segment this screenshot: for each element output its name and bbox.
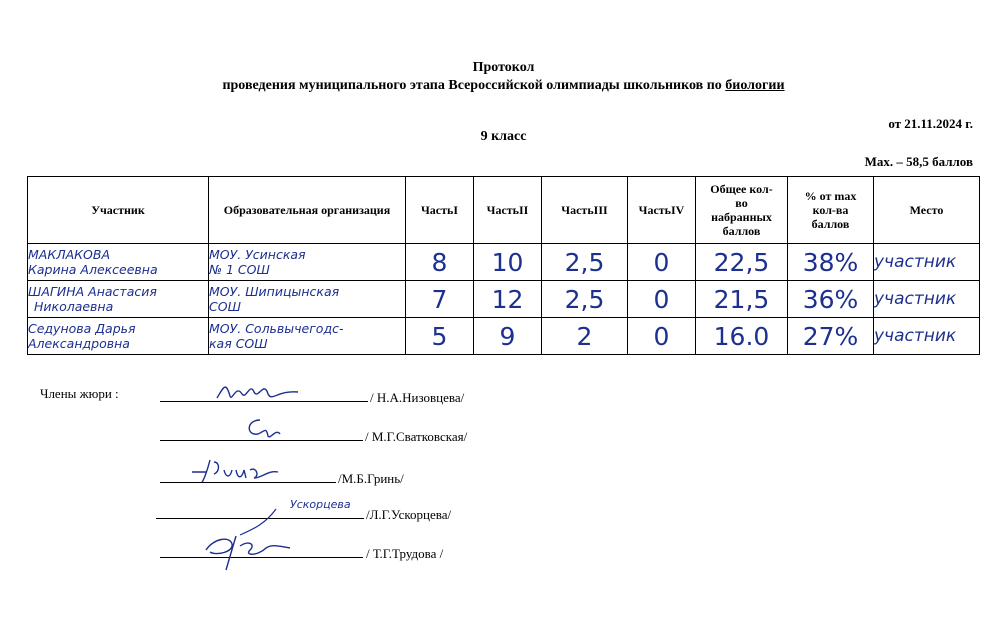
col-header-percent: % от max кол-ва баллов [788, 177, 874, 244]
subject-name: биологии [725, 78, 785, 93]
results-table [27, 176, 980, 355]
jury-label: Члены жюри : [40, 386, 119, 401]
subtitle-prefix: проведения муниципального этапа Всероссийской олимпиады школьников по [222, 78, 726, 93]
col-header-participant: Участник [28, 177, 209, 244]
jury-member-1: / Н.А.Низовцева/ [370, 390, 465, 405]
handwritten-signature [196, 526, 296, 576]
organization-cell [209, 318, 406, 355]
col-header-total: Общее кол-во набранных баллов [696, 177, 788, 244]
part3-score: 2,5 [542, 281, 628, 318]
organization-line2: СОШ [209, 299, 241, 314]
protocol-date: от 21.11.2024 г. [888, 116, 973, 131]
total-score: 21,5 [696, 281, 788, 318]
col-header-part3: ЧастьIII [542, 177, 628, 244]
jury-member-3: /М.Б.Гринь/ [338, 471, 404, 486]
part1-score: 7 [406, 281, 474, 318]
percent-score: 36% [788, 281, 874, 318]
jury-member-4: /Л.Г.Ускорцева/ [366, 507, 452, 522]
part3-score: 2,5 [542, 244, 628, 281]
table-row [28, 318, 980, 355]
part4-score: 0 [628, 244, 696, 281]
col-header-part4: ЧастьIV [628, 177, 696, 244]
jury-member-5: / Т.Г.Трудова / [366, 546, 444, 561]
grade-label: 9 класс [480, 129, 527, 144]
part3-score: 2 [542, 318, 628, 355]
handwritten-signature [240, 414, 290, 444]
part2-score: 10 [474, 244, 542, 281]
table-row [28, 281, 980, 318]
participant-name: Александровна [28, 336, 130, 351]
col-header-place: Место [874, 177, 980, 244]
organization-line1: МОУ. Сольвычегодс- [209, 321, 344, 336]
col-header-part1: ЧастьI [406, 177, 474, 244]
table-header-row [28, 177, 980, 244]
participant-cell [28, 281, 209, 318]
participant-name: Карина Алексеевна [28, 262, 158, 277]
col-header-organization: Образовательная организация [209, 177, 406, 244]
place-cell: участник [874, 244, 980, 281]
part2-score: 12 [474, 281, 542, 318]
part4-score: 0 [628, 281, 696, 318]
document-title: Протокол [472, 60, 535, 75]
part1-score: 8 [406, 244, 474, 281]
participant-cell [28, 244, 209, 281]
part2-score: 9 [474, 318, 542, 355]
total-score: 22,5 [696, 244, 788, 281]
jury-member-2: / М.Г.Сватковская/ [365, 429, 468, 444]
handwritten-signature [186, 456, 286, 486]
participant-surname: ШАГИНА Анастасия [28, 284, 157, 299]
percent-score: 27% [788, 318, 874, 355]
handwritten-signature-text: Ускорцева [290, 498, 351, 511]
participant-cell [28, 318, 209, 355]
organization-line2: № 1 СОШ [209, 262, 270, 277]
place-cell: участник [874, 318, 980, 355]
part1-score: 5 [406, 318, 474, 355]
handwritten-signature [212, 376, 302, 406]
total-score: 16.0 [696, 318, 788, 355]
participant-surname: Седунова Дарья [28, 321, 136, 336]
organization-line2: кая СОШ [209, 336, 268, 351]
organization-cell [209, 244, 406, 281]
organization-cell [209, 281, 406, 318]
table-row [28, 244, 980, 281]
organization-line1: МОУ. Шипицынская [209, 284, 340, 299]
organization-line1: МОУ. Усинская [209, 247, 306, 262]
part4-score: 0 [628, 318, 696, 355]
max-score: Max. – 58,5 баллов [864, 154, 973, 169]
document-subtitle [0, 78, 1007, 94]
col-header-part2: ЧастьII [474, 177, 542, 244]
participant-surname: МАКЛАКОВА [28, 247, 111, 262]
place-cell: участник [874, 281, 980, 318]
participant-name: Николаевна [34, 299, 114, 314]
percent-score: 38% [788, 244, 874, 281]
